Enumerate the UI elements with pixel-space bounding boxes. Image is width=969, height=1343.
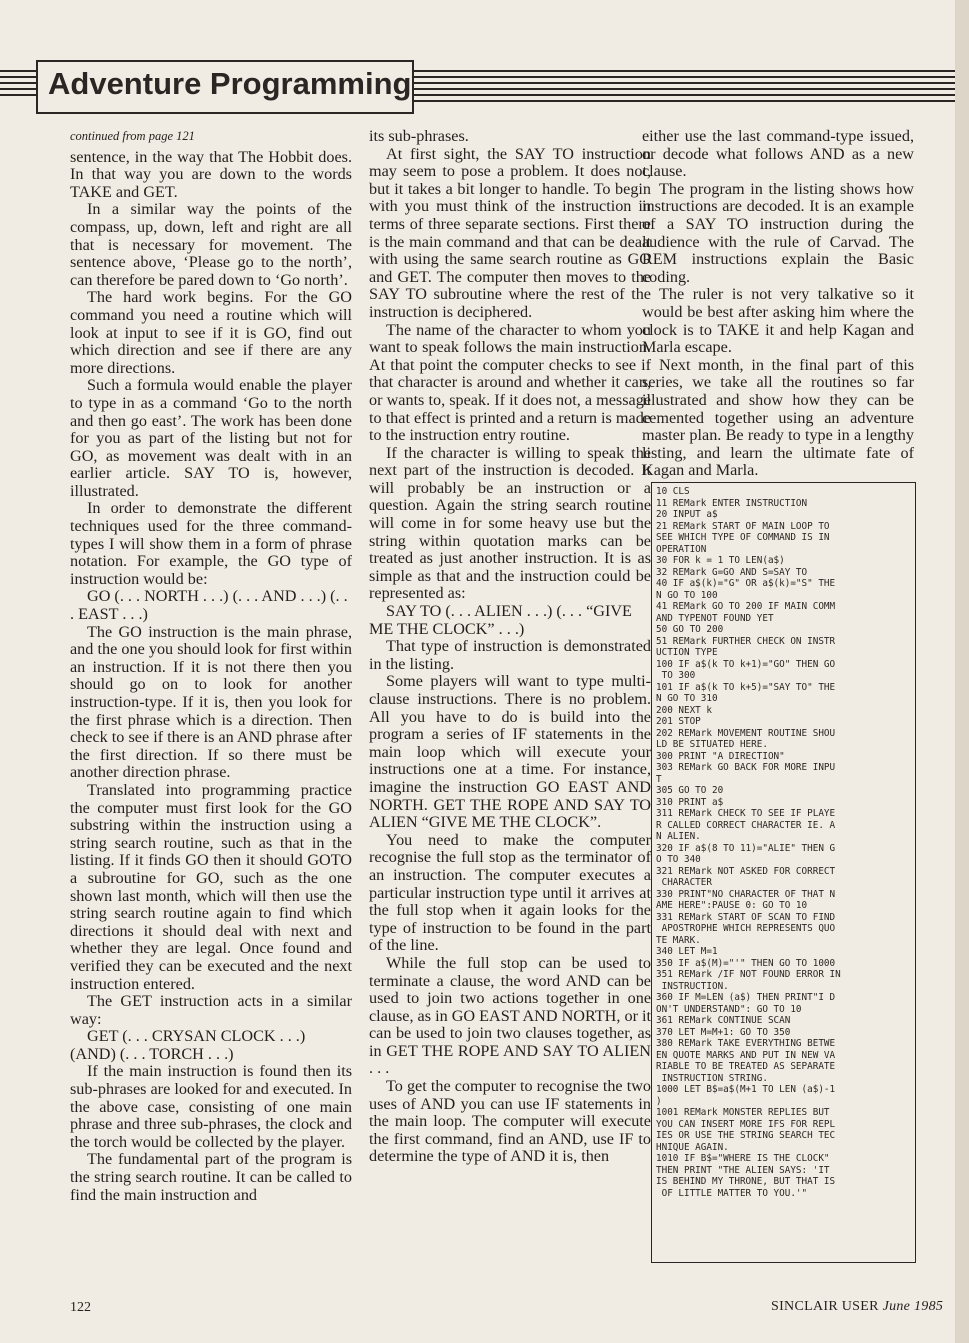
header-rule-right-5 xyxy=(412,94,957,96)
header-rule-left-1 xyxy=(0,70,36,72)
magazine-footer xyxy=(771,1299,943,1315)
page-number: 122 xyxy=(70,1300,91,1315)
paragraph: To get the computer to recognise the two uses of AND you can use IF statements in the main loop. The computer will execute the first command, find an AND, use IF to determine the type of AND it is, then xyxy=(369,1077,651,1166)
header-title-box xyxy=(36,60,414,114)
paragraph: either use the last command-type issued, or decode what follows AND as a new clause. xyxy=(642,127,914,181)
paragraph: The fundamental part of the program is the string search routine. It can be called to find the main instruction and xyxy=(70,1150,352,1204)
paragraph: If the character is willing to speak the next part of the instruction is decoded. It will probably be an instruction or a question. Again the string search routine will come in for some heavy use but the string within quotation marks can be treated as just another instruction. It is as simple as that and the instruction could be represented as: xyxy=(369,443,651,603)
continued-note: continued from page 121 xyxy=(70,129,195,143)
paragraph: The hard work begins. For the GO command you need a routine which will look at input to see if it is GO, find out which direction and see if there are any more directions. xyxy=(70,288,352,377)
paragraph: While the full stop can be used to terminate a clause, the word AND can be used to join two actions together in one clause, as in GO EAST AND NORTH, or it can be used to join two clauses together, as in GET THE ROPE AND SAY TO ALIEN . . . xyxy=(369,953,651,1078)
phrase-example: GO (. . . NORTH . . .) (. . . AND . . .) (. . . EAST . . .) xyxy=(70,587,348,624)
page-edge xyxy=(955,0,969,1343)
program-listing-box xyxy=(651,482,916,1263)
phrase-example: SAY TO (. . . ALIEN . . .) (. . . “GIVE ME THE CLOCK” . . .) xyxy=(369,602,632,638)
paragraph: The name of the character to whom you want to speak follows the main instruction. At that point the computer checks to see if that character is around and whether it can, or wants to, speak. If it does not, a message to that effect is printed and a return is made to the instruction entry routine. xyxy=(369,320,651,445)
phrase-example: GET (. . . CRYSAN CLOCK . . .) (AND) (. . . TORCH . . .) xyxy=(70,1027,306,1063)
article-column-1 xyxy=(70,128,352,1204)
paragraph: The program in the listing shows how instructions are decoded. It is an example of a SAY TO instruction during the audience with the rule of Carvad. The REM instructions explain the Basic coding. xyxy=(642,179,914,286)
page-title: Adventure Programming xyxy=(48,66,412,101)
paragraph: The ruler is not very talkative so it would be best after asking him where the clock is to TAKE it and help Kagan and Marla escape. xyxy=(642,285,914,357)
article-column-2 xyxy=(369,128,651,1166)
paragraph: The GO instruction is the main phrase, and the one you should look for first within an instruction. If it is not there then you should go on to look for another instruction-type. If it is, then you look for the first phrase which is a direction. Then check to see if there is an AND phrase after the first direction. If so there must be another direction phrase. xyxy=(70,622,352,782)
header-rule-right-6 xyxy=(412,100,957,102)
header-rule-left-2 xyxy=(0,76,36,78)
header-rule-left-3 xyxy=(0,82,36,84)
paragraph: In a similar way the points of the compass, up, down, left and right are all that is necessary for movement. The sentence above, ‘Please go to the north’, can therefore be pared down to ‘Go north’. xyxy=(70,200,352,289)
paragraph: If the main instruction is found then its sub-phrases are looked for and executed. In the above case, consisting of one main phrase and three sub-phrases, the clock and the torch would be collected by the player. xyxy=(70,1062,352,1151)
paragraph: Next month, in the final part of this series, we take all the routines so far illustrated and show how they can be cemented together using an adventure master plan. Be ready to type in a lengthy listing, and learn the ultimate fate of Kagan and Marla. xyxy=(642,355,914,480)
header-rule-right-1 xyxy=(412,70,957,72)
header-rule-right-2 xyxy=(412,76,957,78)
header-rule-left-5 xyxy=(0,94,36,96)
paragraph: The GET instruction acts in a similar way: xyxy=(70,992,352,1028)
issue-date: June 1985 xyxy=(882,1299,944,1314)
article-column-3 xyxy=(642,128,914,480)
header-rule-right-4 xyxy=(412,88,957,90)
paragraph: Translated into programming practice the computer must first look for the GO substring within the instruction using a string search routine, such as that in the listing. If it finds GO then it should GOTO a subroutine for GO, such as the one shown last month, which will then use the string search routine again to find which directions it should deal with next and whether they are legal. Once found and verified they can be executed and the next instruction entered. xyxy=(70,780,352,993)
paragraph: You need to make the computer recognise the full stop as the terminator of an instruction. The computer executes a particular instruction type until it arrives at the full stop when it again looks for the type of instruction to be found in the part of the line. xyxy=(369,830,651,955)
header-rule-left-4 xyxy=(0,88,36,90)
paragraph: its sub-phrases. xyxy=(369,127,469,145)
magazine-name: SINCLAIR USER xyxy=(771,1299,879,1314)
paragraph: That type of instruction is demonstrated in the listing. xyxy=(369,637,651,673)
paragraph: In order to demonstrate the different techniques used for the three command-types I will show them in a form of phrase notation. For example, the GO type of instruction would be: xyxy=(70,499,352,588)
header-rule-right-3 xyxy=(412,82,957,84)
program-listing: 10 CLS 11 REMark ENTER INSTRUCTION 20 INPUT a$ 21 REMark START OF MAIN LOOP TO SEE WHICH TYPE OF COMMAND IS IN OPERATION 30 FOR k = 1 TO LEN(a$) 32 REMark G=GO AND S=SAY TO 40 IF a$(k)="G" OR a$(k)="S" THE N GO TO 100 41 REMark GO TO 200 IF MAIN COMM AND TYPENOT FOUND YET 50 GO TO 200 51 REMark FURTHER CHECK ON INSTR UCTION TYPE 100 IF a$(k TO k+1)="GO" THEN GO TO 300 101 IF a$(k TO k+5)="SAY TO" THE N GO TO 310 200 NEXT k 201 STOP 202 REMark MOVEMENT ROUTINE SHOU LD BE SITUATED HERE. 300 PRINT "A DIRECTION" 303 REMark GO BACK FOR MORE INPU T 305 GO TO 20 310 PRINT a$ 311 REMark CHECK TO SEE IF PLAYE R CALLED CORRECT CHARACTER IE. A N ALIEN. 320 IF a$(8 TO 11)="ALIE" THEN G O TO 340 321 REMark NOT ASKED FOR CORRECT CHARACTER 330 PRINT"NO CHARACTER OF THAT N AME HERE":PAUSE 0: GO TO 10 331 REMark START OF SCAN TO FIND APOSTROPHE WHICH REPRESENTS QUO TE MARK. 340 LET M=1 350 IF a$(M)="'" THEN GO TO 1000 351 REMark /IF NOT FOUND ERROR IN INSTRUCTION. 360 IF M=LEN (a$) THEN PRINT"I D ON'T UNDERSTAND": GO TO 10 361 REMark CONTINUE SCAN 370 LET M=M+1: GO TO 350 380 REMark TAKE EVERYTHING BETWE EN QUOTE MARKS AND PUT IN NEW VA RIABLE TO BE TREATED AS SEPARATE INSTRUCTION STRING. 1000 LET B$=a$(M+1 TO LEN (a$)-1 ) 1001 REMark MONSTER REPLIES BUT YOU CAN INSERT MORE IFS FOR REPL IES OR USE THE STRING SEARCH TEC HNIQUE AGAIN. 1010 IF B$="WHERE IS THE CLOCK" THEN PRINT "THE ALIEN SAYS: 'IT IS BEHIND MY THRONE, BUT THAT IS OF LITTLE MATTER TO YOU.'" xyxy=(656,486,841,1199)
paragraph: sentence, in the way that The Hobbit does. In that way you are down to the words TAKE and GET. xyxy=(70,147,352,201)
paragraph: Some players will want to type multi-clause instructions. There is no problem. All you have to do is build into the program a series of IF statements in the main loop which will execute your instructions one at a time. For instance, imagine the instruction GO EAST AND NORTH. GET THE ROPE AND SAY TO ALIEN “GIVE ME THE CLOCK”. xyxy=(369,672,651,832)
paragraph: Such a formula would enable the player to type in as a command ‘Go to the north and then go east’. The work has been done for you as part of the listing but not for GO, as movement was dealt with in an earlier article. SAY TO is, however, illustrated. xyxy=(70,376,352,500)
paragraph: At first sight, the SAY TO instruction may seem to pose a problem. It does not, but it takes a bit longer to handle. To begin with you must think of the instruction in terms of three separate sections. First there is the main command and that can be dealt with using the same search routine as GO and GET. The computer then moves to the SAY TO subroutine where the rest of the instruction is deciphered. xyxy=(369,144,651,321)
